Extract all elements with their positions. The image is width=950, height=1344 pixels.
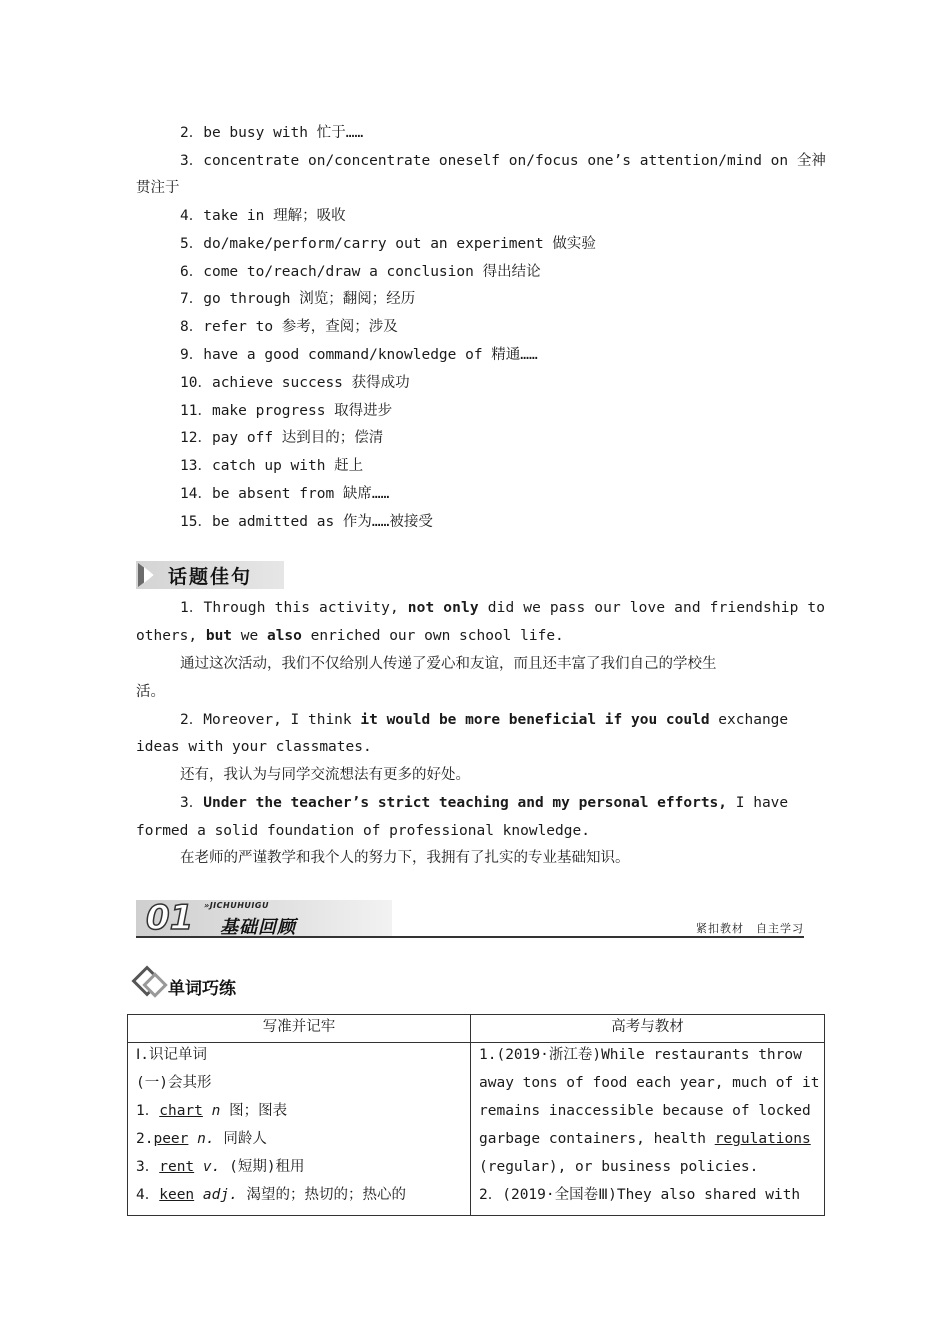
topic-section-title: 话题佳句 bbox=[168, 566, 253, 588]
exam-line-2: away tons of food each year, much of it bbox=[479, 1075, 820, 1091]
left-subheading: (一)会其形 bbox=[136, 1075, 212, 1091]
phrase-14: 14．be absent from 缺席…… bbox=[180, 486, 390, 502]
review-section-band bbox=[136, 900, 392, 936]
sentence-2-cn: 还有，我认为与同学交流想法有更多的好处。 bbox=[180, 767, 470, 783]
section-number: 01 bbox=[146, 900, 194, 936]
right-cell bbox=[471, 1043, 825, 1216]
phrase-15: 15．be admitted as 作为……被接受 bbox=[180, 514, 433, 530]
exam-line-3: remains inaccessible because of locked bbox=[479, 1103, 811, 1119]
sentence-1-cn-line2: 活。 bbox=[136, 684, 165, 700]
phrase-8: 8．refer to 参考，查阅；涉及 bbox=[180, 319, 398, 335]
sentence-1-line2: others, but we also enriched our own school life. bbox=[136, 628, 564, 644]
col-header-left: 写准并记牢 bbox=[128, 1015, 471, 1043]
left-heading: Ⅰ.识记单词 bbox=[136, 1047, 208, 1063]
vocab-item-3: 3．rent v. (短期)租用 bbox=[136, 1159, 305, 1175]
section-title: 基础回顾 bbox=[220, 917, 296, 936]
vocab-item-2: 2.peer n. 同龄人 bbox=[136, 1131, 267, 1147]
phrase-2: 2．be busy with 忙于…… bbox=[180, 125, 364, 141]
vocab-title: 单词巧练 bbox=[168, 979, 236, 999]
phrase-9: 9．have a good command/knowledge of 精通…… bbox=[180, 347, 538, 363]
vocab-item-4: 4．keen adj. 渴望的；热切的；热心的 bbox=[136, 1187, 407, 1203]
phrase-5: 5．do/make/perform/carry out an experiment 做实验 bbox=[180, 236, 596, 252]
phrase-4: 4．take in 理解；吸收 bbox=[180, 208, 346, 224]
sentence-2-line1: 2．Moreover, I think it would be more beneficial if you could exchange bbox=[180, 712, 789, 728]
exam-line-6: 2．(2019·全国卷Ⅲ)They also shared with bbox=[479, 1187, 801, 1203]
col-header-right: 高考与教材 bbox=[471, 1015, 825, 1043]
sentence-3-line2: formed a solid foundation of professional knowledge. bbox=[136, 823, 590, 839]
phrase-3-line2: 贯注于 bbox=[136, 180, 180, 196]
exam-line-1: 1.(2019·浙江卷)While restaurants throw bbox=[479, 1047, 802, 1063]
phrase-7: 7．go through 浏览；翻阅；经历 bbox=[180, 291, 416, 307]
sentence-1-line1: 1．Through this activity, not only did we pass our love and friendship to bbox=[180, 600, 826, 616]
vocab-item-1: 1．chart n 图；图表 bbox=[136, 1103, 288, 1119]
section-pinyin: »JICHUHUIGU bbox=[204, 901, 269, 910]
section-subtitle: 紧扣教材 自主学习 bbox=[696, 922, 804, 935]
section-rule bbox=[136, 936, 804, 938]
phrase-11: 11．make progress 取得进步 bbox=[180, 403, 393, 419]
phrase-13: 13．catch up with 赶上 bbox=[180, 458, 364, 474]
sentence-3-cn: 在老师的严谨教学和我个人的努力下，我拥有了扎实的专业基础知识。 bbox=[180, 850, 630, 866]
sentence-3-line1: 3．Under the teacher’s strict teaching and my personal efforts, I have bbox=[180, 795, 789, 811]
sentence-2-line2: ideas with your classmates. bbox=[136, 739, 372, 755]
phrase-3-line1: 3．concentrate on/concentrate oneself on/focus one’s attention/mind on 全神 bbox=[180, 153, 826, 169]
sentence-1-cn-line1: 通过这次活动，我们不仅给别人传递了爱心和友谊，而且还丰富了我们自己的学校生 bbox=[180, 656, 717, 672]
left-cell bbox=[128, 1043, 471, 1216]
vocab-table bbox=[127, 1014, 825, 1216]
arrow-inner-icon bbox=[144, 567, 154, 583]
topic-section-banner bbox=[136, 561, 284, 589]
phrase-6: 6．come to/reach/draw a conclusion 得出结论 bbox=[180, 264, 541, 280]
exam-line-5: (regular), or business policies. bbox=[479, 1159, 759, 1175]
exam-line-4: garbage containers, health regulations bbox=[479, 1131, 811, 1147]
phrase-10: 10．achieve success 获得成功 bbox=[180, 375, 410, 391]
phrase-12: 12．pay off 达到目的；偿清 bbox=[180, 430, 384, 446]
